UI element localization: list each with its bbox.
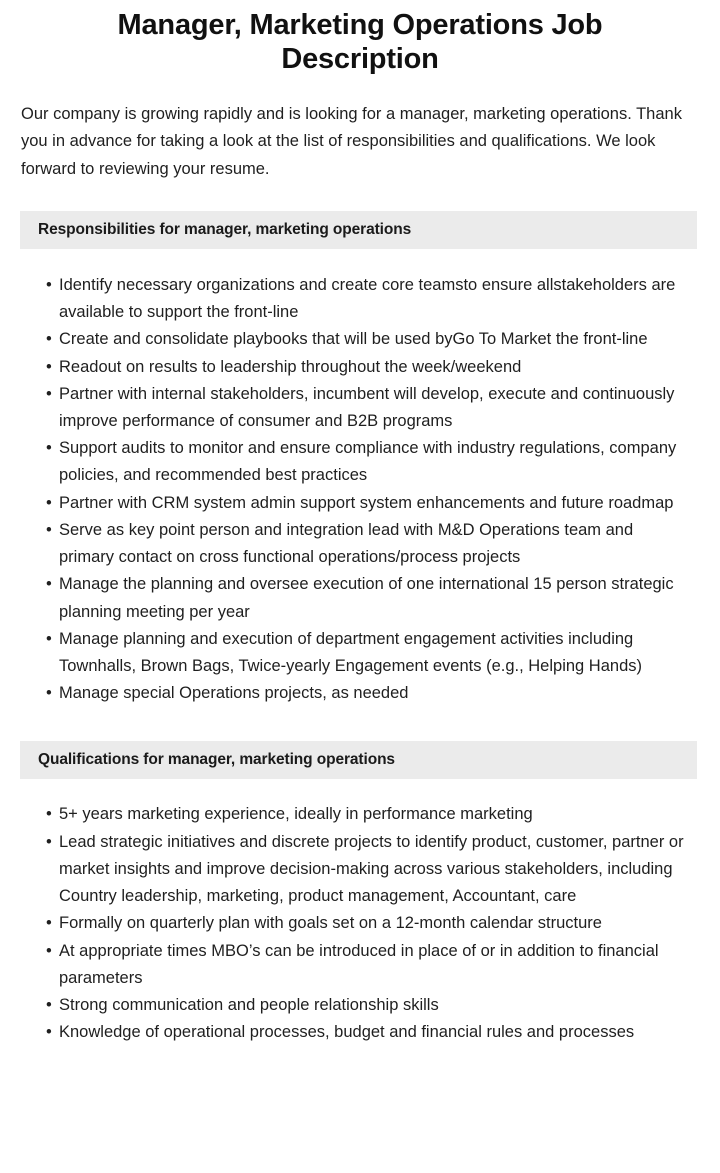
list-item: • Knowledge of operational processes, budget and financial rules and processes <box>46 1019 696 1046</box>
list-item: • Partner with internal stakeholders, incumbent will develop, execute and continuously improve performance of consumer and B2B programs <box>46 381 692 435</box>
list-item: • Manage special Operations projects, as needed <box>46 680 692 707</box>
list-item: • At appropriate times MBO’s can be introduced in place of or in addition to financial parameters <box>46 938 696 992</box>
list-item: • Support audits to monitor and ensure compliance with industry regulations, company policies, and recommended best practices <box>46 435 692 489</box>
qualifications-section-heading: Qualifications for manager, marketing operations <box>20 741 697 779</box>
responsibilities-list <box>0 249 720 708</box>
responsibilities-section <box>0 211 720 708</box>
list-item: • Manage the planning and oversee execution of one international 15 person strategic planning meeting per year <box>46 571 692 625</box>
list-item: • Serve as key point person and integration lead with M&D Operations team and primary contact on cross functional operations/process projects <box>46 517 692 571</box>
intro-paragraph: Our company is growing rapidly and is looking for a manager, marketing operations. Thank you in advance for taking a look at the list of responsibilities and qualifications. We look forward to reviewing your resume. <box>21 105 682 178</box>
page-bottom-spacer <box>0 1046 720 1080</box>
responsibilities-section-heading: Responsibilities for manager, marketing operations <box>20 211 697 249</box>
qualifications-list <box>0 779 720 1046</box>
list-item: • Readout on results to leadership throughout the week/weekend <box>46 354 692 381</box>
list-item: • Identify necessary organizations and create core teamsto ensure allstakeholders are available to support the front-line <box>46 272 692 326</box>
list-item: • Manage planning and execution of department engagement activities including Townhalls, Brown Bags, Twice-yearly Engagement events (e.g., Helping Hands) <box>46 626 692 680</box>
page-title: Manager, Marketing Operations Job Description <box>117 9 603 75</box>
list-item: • Partner with CRM system admin support system enhancements and future roadmap <box>46 490 692 517</box>
list-item: • Formally on quarterly plan with goals set on a 12-month calendar structure <box>46 910 696 937</box>
list-item: • 5+ years marketing experience, ideally in performance marketing <box>46 801 696 828</box>
list-item: • Lead strategic initiatives and discrete projects to identify product, customer, partner or market insights and improve decision-making across various stakeholders, including Country leadership, marketing, product management, Accountant, care <box>46 829 696 911</box>
list-item: • Strong communication and people relationship skills <box>46 992 696 1019</box>
qualifications-section <box>0 741 720 1046</box>
list-item: • Create and consolidate playbooks that will be used byGo To Market the front-line <box>46 326 692 353</box>
